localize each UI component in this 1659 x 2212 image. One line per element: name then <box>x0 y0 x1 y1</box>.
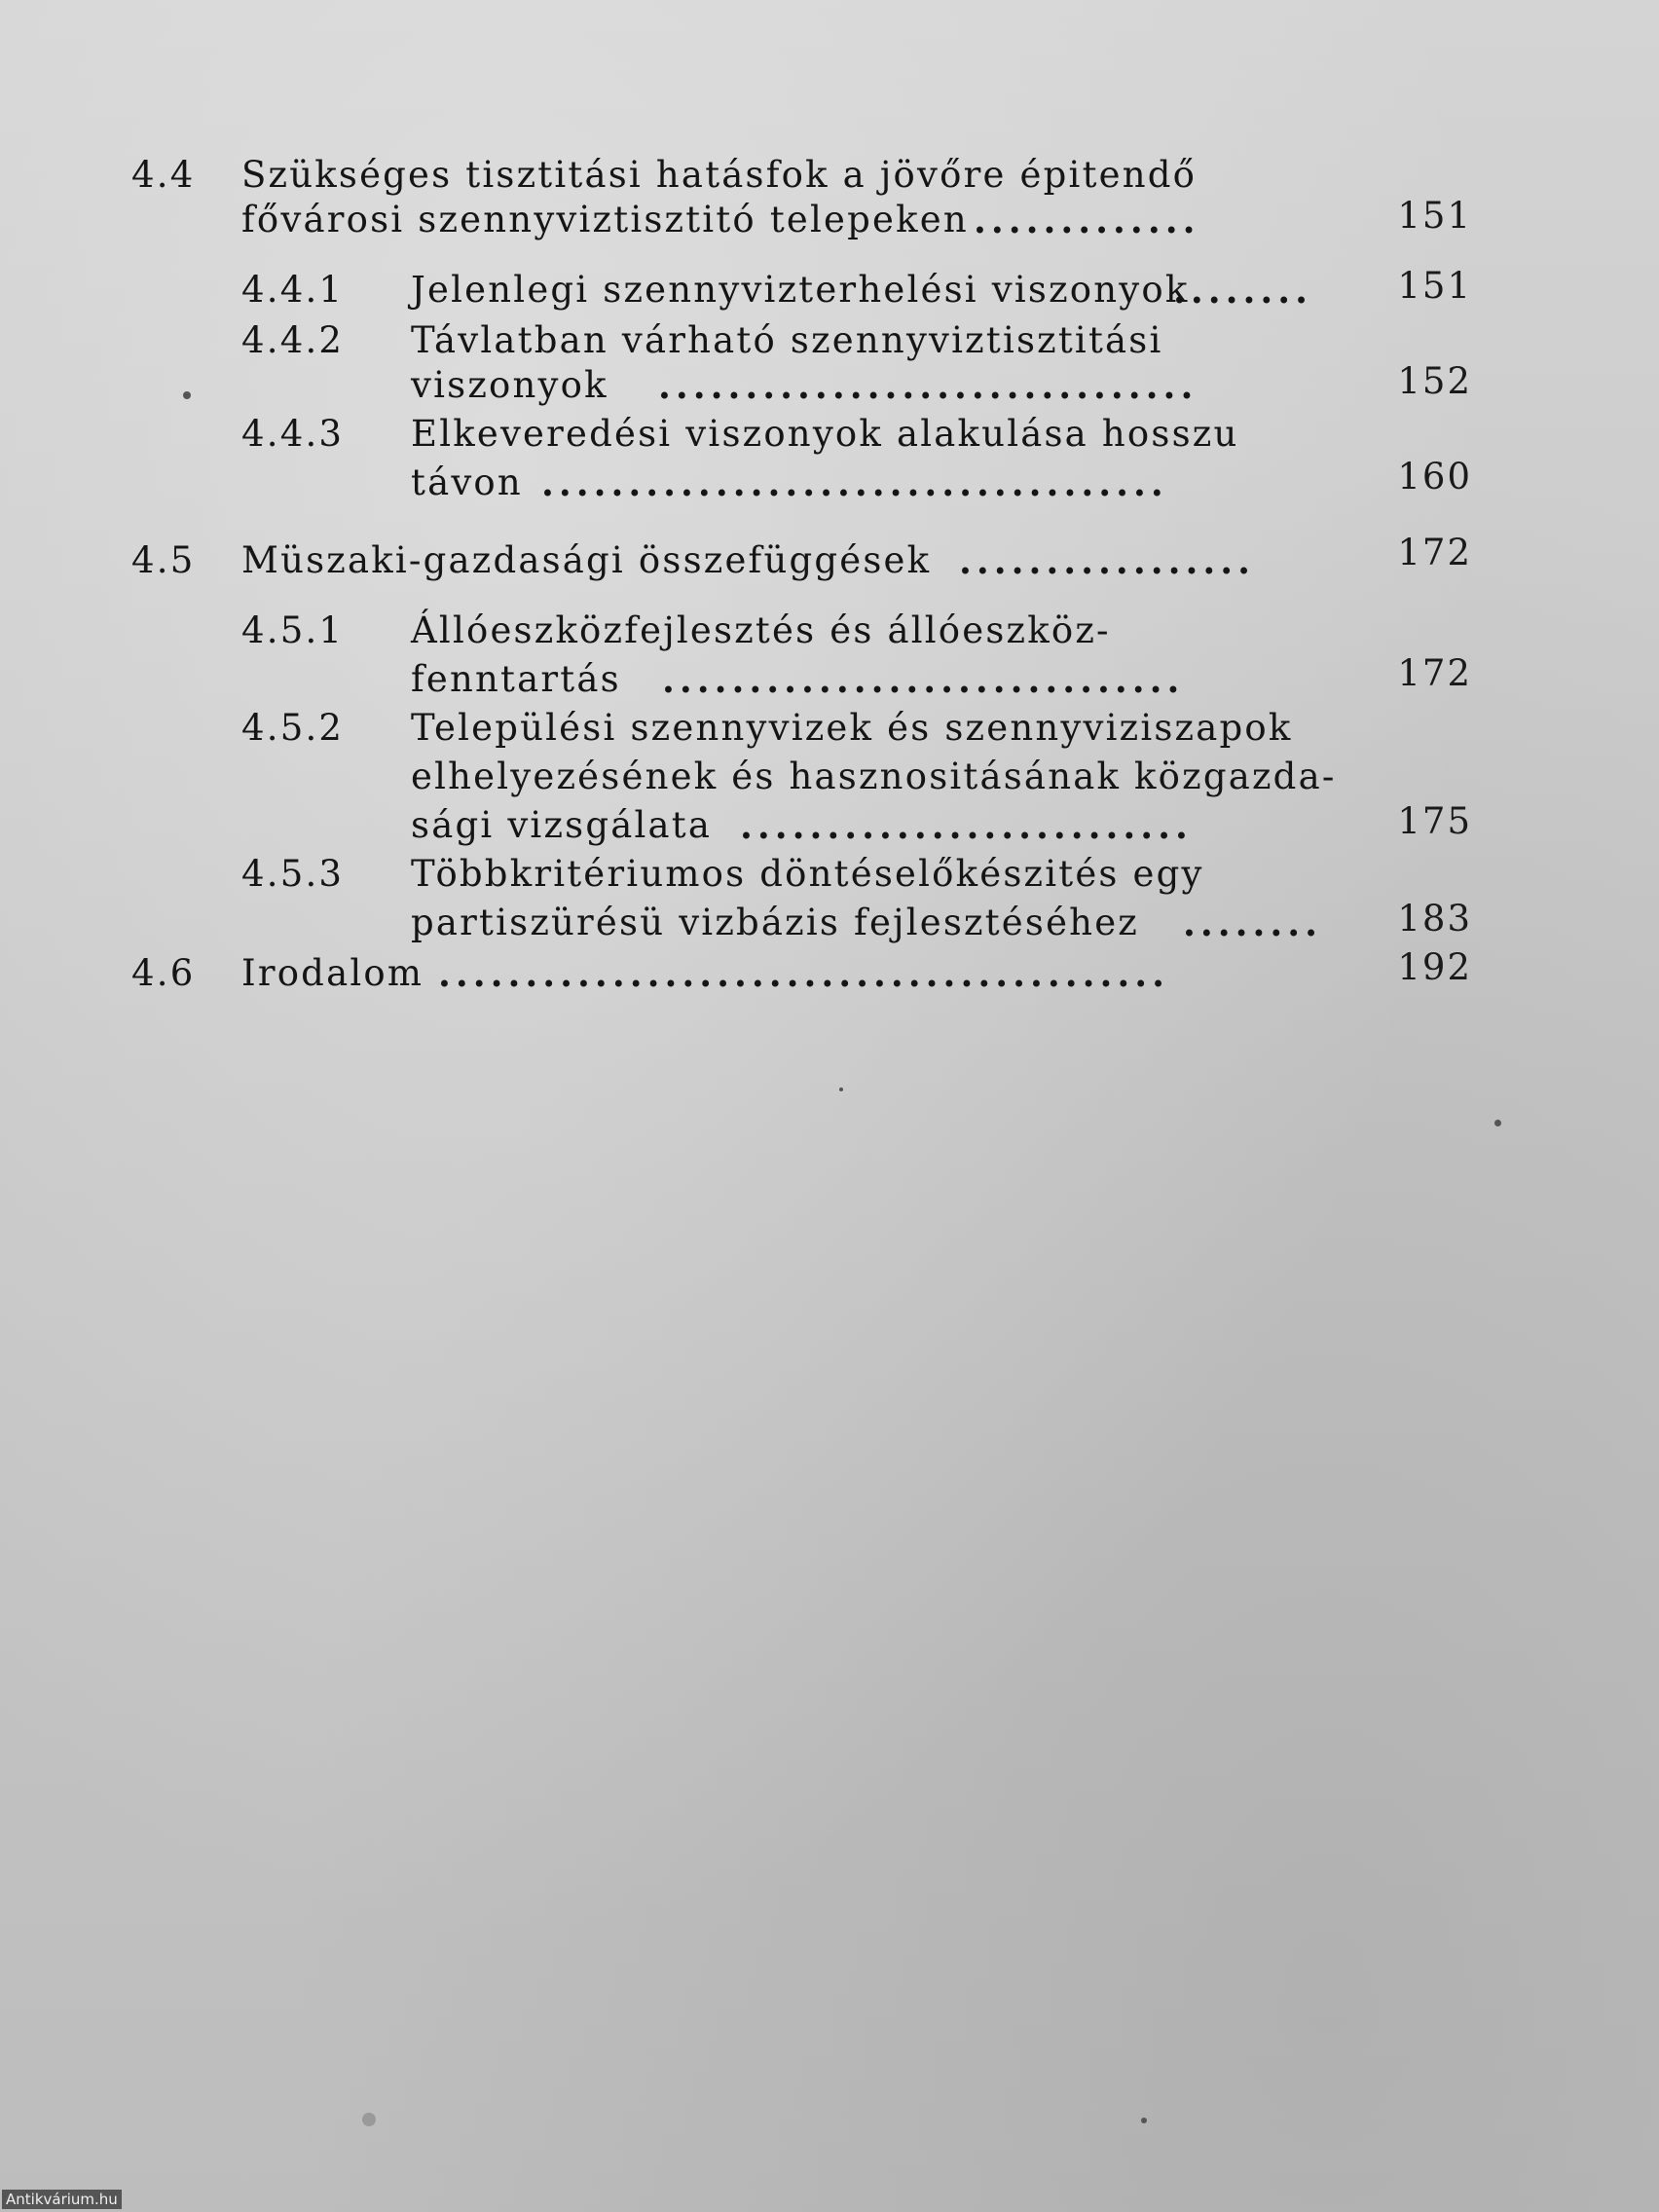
dot-leader: .......................................... <box>438 952 1170 995</box>
dot-leader: .................................... <box>541 461 1168 504</box>
paper-speck <box>1494 1120 1501 1126</box>
paper-speck <box>362 2113 376 2126</box>
toc-entry-number: 4.4.1 <box>241 269 345 311</box>
dot-leader: ................. <box>959 539 1255 582</box>
toc-entry-title-cont: fővárosi szennyviztisztitó telepeken <box>241 199 969 240</box>
table-of-contents <box>0 0 1659 1071</box>
toc-entry-title-cont: sági vizsgálata <box>411 804 713 846</box>
toc-entry-title: Települési szennyvizek és szennyviziszapok <box>411 707 1293 749</box>
toc-entry-title: Jelenlegi szennyvizterhelési viszonyok <box>411 269 1190 311</box>
toc-page-number: 172 <box>1397 652 1472 694</box>
paper-speck <box>839 1088 843 1091</box>
dot-leader: .......................... <box>740 804 1193 847</box>
dot-leader: ............................... <box>658 364 1198 407</box>
toc-entry-number: 4.5 <box>131 539 196 581</box>
toc-entry-title: Távlatban várható szennyviztisztitási <box>411 319 1163 361</box>
toc-entry-title: Többkritériumos döntéselőkészités egy <box>411 853 1204 895</box>
dot-leader: ........ <box>1183 902 1323 944</box>
toc-entry-title: Irodalom <box>241 952 424 994</box>
dot-leader: .............................. <box>662 658 1185 701</box>
toc-page-number: 151 <box>1397 265 1472 307</box>
toc-page-number: 172 <box>1397 532 1472 573</box>
toc-entry-title-cont: partiszürésü vizbázis fejlesztéséhez <box>411 902 1140 943</box>
watermark: Antikvárium.hu <box>2 2190 122 2209</box>
toc-entry-number: 4.5.1 <box>241 609 345 651</box>
toc-entry-number: 4.4 <box>131 154 196 196</box>
toc-entry-title-cont: fenntartás <box>411 658 621 700</box>
toc-entry-title: Állóeszközfejlesztés és állóeszköz- <box>411 609 1111 651</box>
toc-entry-number: 4.4.3 <box>241 413 345 455</box>
toc-page-number: 192 <box>1397 946 1472 988</box>
toc-entry-title-cont: elhelyezésének és hasznositásának közgazda- <box>411 756 1337 797</box>
toc-page-number: 175 <box>1397 800 1472 842</box>
toc-entry-number: 4.5.2 <box>241 707 345 749</box>
toc-entry-title: Müszaki-gazdasági összefüggések <box>241 539 932 581</box>
toc-page-number: 160 <box>1397 456 1472 498</box>
toc-entry-title-cont: viszonyok <box>411 364 608 406</box>
toc-entry-number: 4.4.2 <box>241 319 345 361</box>
dot-leader: ........ <box>1173 269 1313 312</box>
toc-page-number: 151 <box>1397 195 1472 237</box>
paper-speck <box>183 391 191 399</box>
toc-entry-title: Elkeveredési viszonyok alakulása hosszu <box>411 413 1239 455</box>
toc-entry-title: Szükséges tisztitási hatásfok a jövőre épitendő <box>241 154 1198 196</box>
toc-entry-number: 4.5.3 <box>241 853 345 895</box>
toc-entry-number: 4.6 <box>131 952 196 994</box>
paper-speck <box>1141 2118 1147 2123</box>
toc-page-number: 152 <box>1397 360 1472 402</box>
toc-entry-title-cont: távon <box>411 461 523 503</box>
dot-leader: ............. <box>974 199 1200 241</box>
toc-page-number: 183 <box>1397 898 1472 940</box>
